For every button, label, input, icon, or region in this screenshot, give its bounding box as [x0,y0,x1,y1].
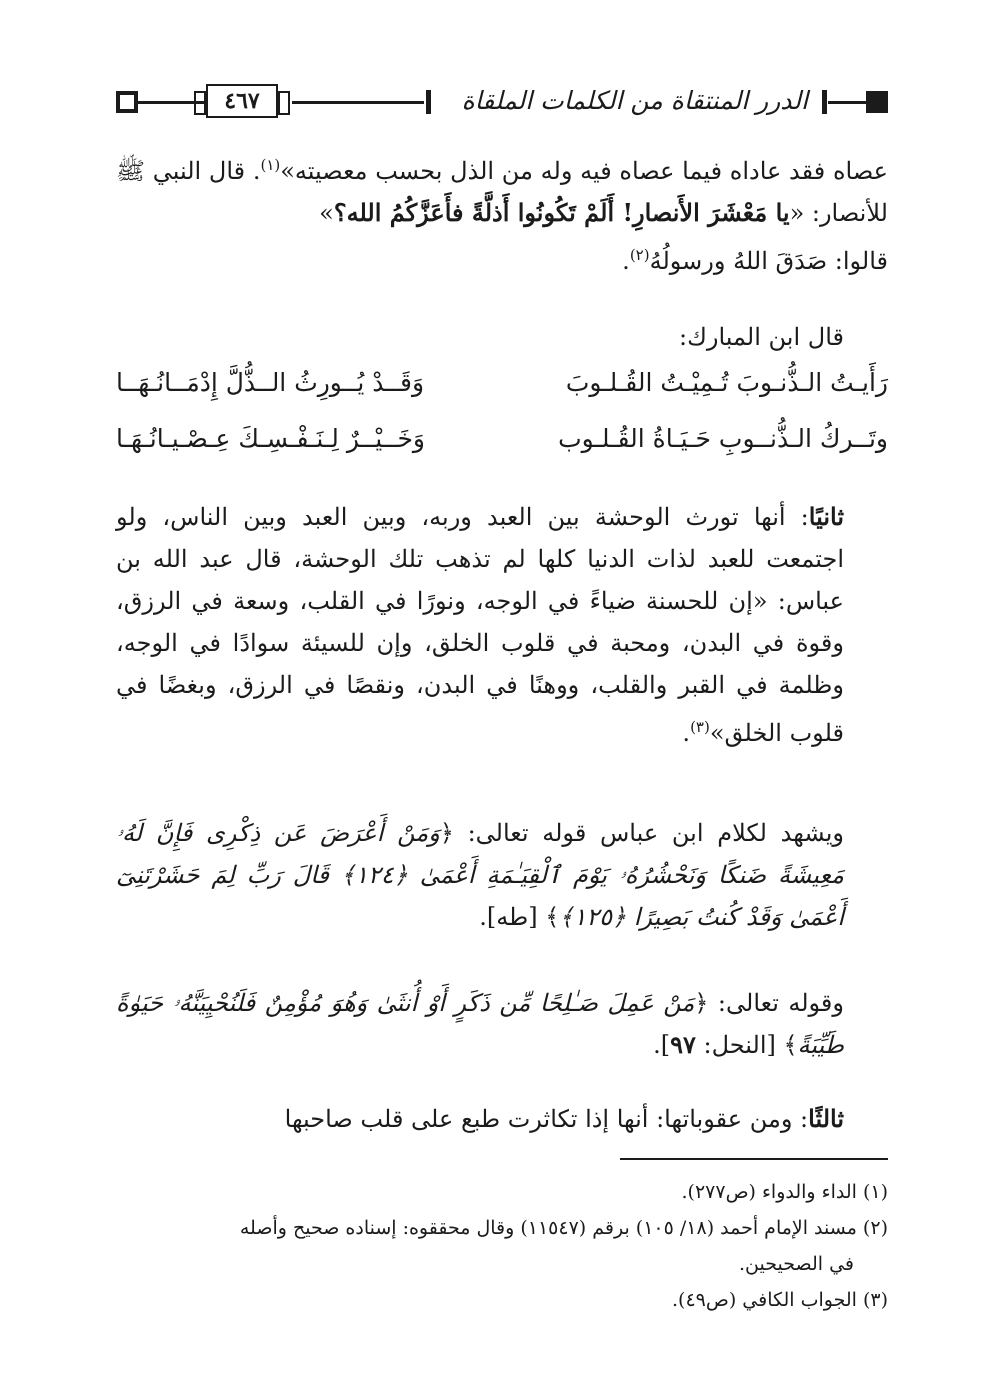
text: وقوله تعالى: ﴿ [694,989,844,1017]
poem-verse-2 [116,424,888,468]
poem-verse-1 [116,368,888,412]
quran-verse-taha: وَمَنْ أَعْرَضَ عَن ذِكْرِى فَإِنَّ لَهُۥ مَعِيشَةً ضَنكًا وَنَحْشُرُهُۥ يَوْمَ ٱلْقِيَـٰمَةِ أَعْمَىٰ ﴿١٢٤﴾ قَالَ رَبِّ لِمَ حَشَرْتَنِىٓ أَعْمَىٰ وَقَدْ كُنتُ بَصِيرًا ﴿١٢٥﴾ [116,819,844,931]
footnote-3: (٣) الجواب الكافي (ص٤٩). [671,1289,888,1311]
verse-1-first-hemistich: رَأَيـتُ الـذُّنـوبَ تُـمِيْـتُ القُـلـوبَ [565,368,888,397]
footnote-ref-2: (٢) [629,246,650,264]
verse-number: ٩٧ [670,1030,696,1059]
footnote-ref-3: (٣) [690,718,710,736]
text: ويشهد لكلام ابن عباس قوله تعالى: ﴿ [439,819,844,847]
text: : أنها تورث الوحشة بين العبد وربه، وبين العبد وبين الناس، ولو اجتمعت للعبد لذات الدنيا كلها لم تذهب تلك الوحشة، قال عبد الله بن عباس: «إن للحسنة ضياءً في الوجه، ونورًا في القلب، وسعة في الرزق، وقوة في البدن، ومحبة في قلوب الخلق، وإن للسيئة سوادًا في الوجه، وظلمة في القبر والقلب، ووهنًا في البدن، ونقصًا في الرزق، وبغضًا في قلوب الخلق» [116,503,844,747]
text: : ومن عقوباتها: أنها إذا تكاثرت طبع على قلب صاحبها [284,1105,809,1133]
text: النبي ﷺ للأنصار: « [116,157,888,227]
footnote-ref-1: (١) [260,156,281,174]
header-rule-middle [292,101,424,104]
paragraph-5 [116,1098,888,1140]
text: . [622,247,630,275]
section-lead-second: ثانيًا [808,502,844,531]
footnote-2: (٢) مسند الإمام أحمد (١٨/ ١٠٥) برقم (١١٥٤٧) وقال محققوه: إسناده صحيح وأصله [239,1217,888,1239]
footnotes [116,1174,888,1318]
text: » [319,199,334,227]
header-bar-ornament [426,90,431,114]
header-rule-right [828,101,868,104]
footnote-2-continuation: في الصحيحين. [738,1253,854,1275]
poem-intro [116,316,888,358]
header-bar-ornament-right [822,90,827,114]
text: ﴾ [طه]. [479,903,560,931]
text: ﴾ [النحل: [695,1031,798,1059]
page-header [116,82,888,122]
paragraph-4 [116,982,888,1066]
text: عصاه فقد عاداه فيما عصاه فيه وله من الذل بحسب معصيته» [280,157,888,185]
poem-intro-text: قال ابن المبارك: [679,323,844,351]
hadith-quote: يا مَعْشَرَ الأَنصارِ! أَلَمْ تَكُونُوا أَذلَّةً فأَعَزَّكُمُ الله؟ [333,198,790,227]
paragraph-3 [116,812,888,938]
verse-2-second-hemistich: وَخَــيْــرٌ لِـنَـفْـسِـكَ عِـصْـيـانُـهَـا [116,424,426,453]
footnote-separator [620,1158,888,1160]
book-title: الدرر المنتقاة من الكلمات الملقاة [461,86,808,115]
text: ]. [653,1031,671,1059]
header-square-hollow-ornament [116,91,138,113]
text: . [682,719,691,747]
header-square-solid-ornament [866,91,888,113]
verse-2-first-hemistich: وتَــركُ الـذُّنــوبِ حَـيَـاةُ القُـلـوب [558,424,888,453]
paragraph-2 [116,496,888,754]
text: . قال [208,157,261,185]
section-lead-third: ثالثًا [808,1104,844,1133]
page-number: ٤٦٧ [206,84,278,118]
paragraph-1 [116,144,888,282]
verse-1-second-hemistich: وَقَــدْ يُــورِثُ الــذُّلَّ إِدْمَــانُـهَــا [116,368,425,397]
footnote-1: (١) الداء والدواء (ص٢٧٧). [681,1181,888,1203]
quran-verse-nahl: مَنْ عَمِلَ صَـٰلِحًا مِّن ذَكَرٍ أَوْ أُنثَىٰ وَهُوَ مُؤْمِنٌ فَلَنُحْيِيَنَّهُۥ حَيَوٰةً طَيِّبَةً [116,989,844,1059]
text: قالوا: صَدَقَ اللهُ ورسولُهُ [649,247,888,275]
